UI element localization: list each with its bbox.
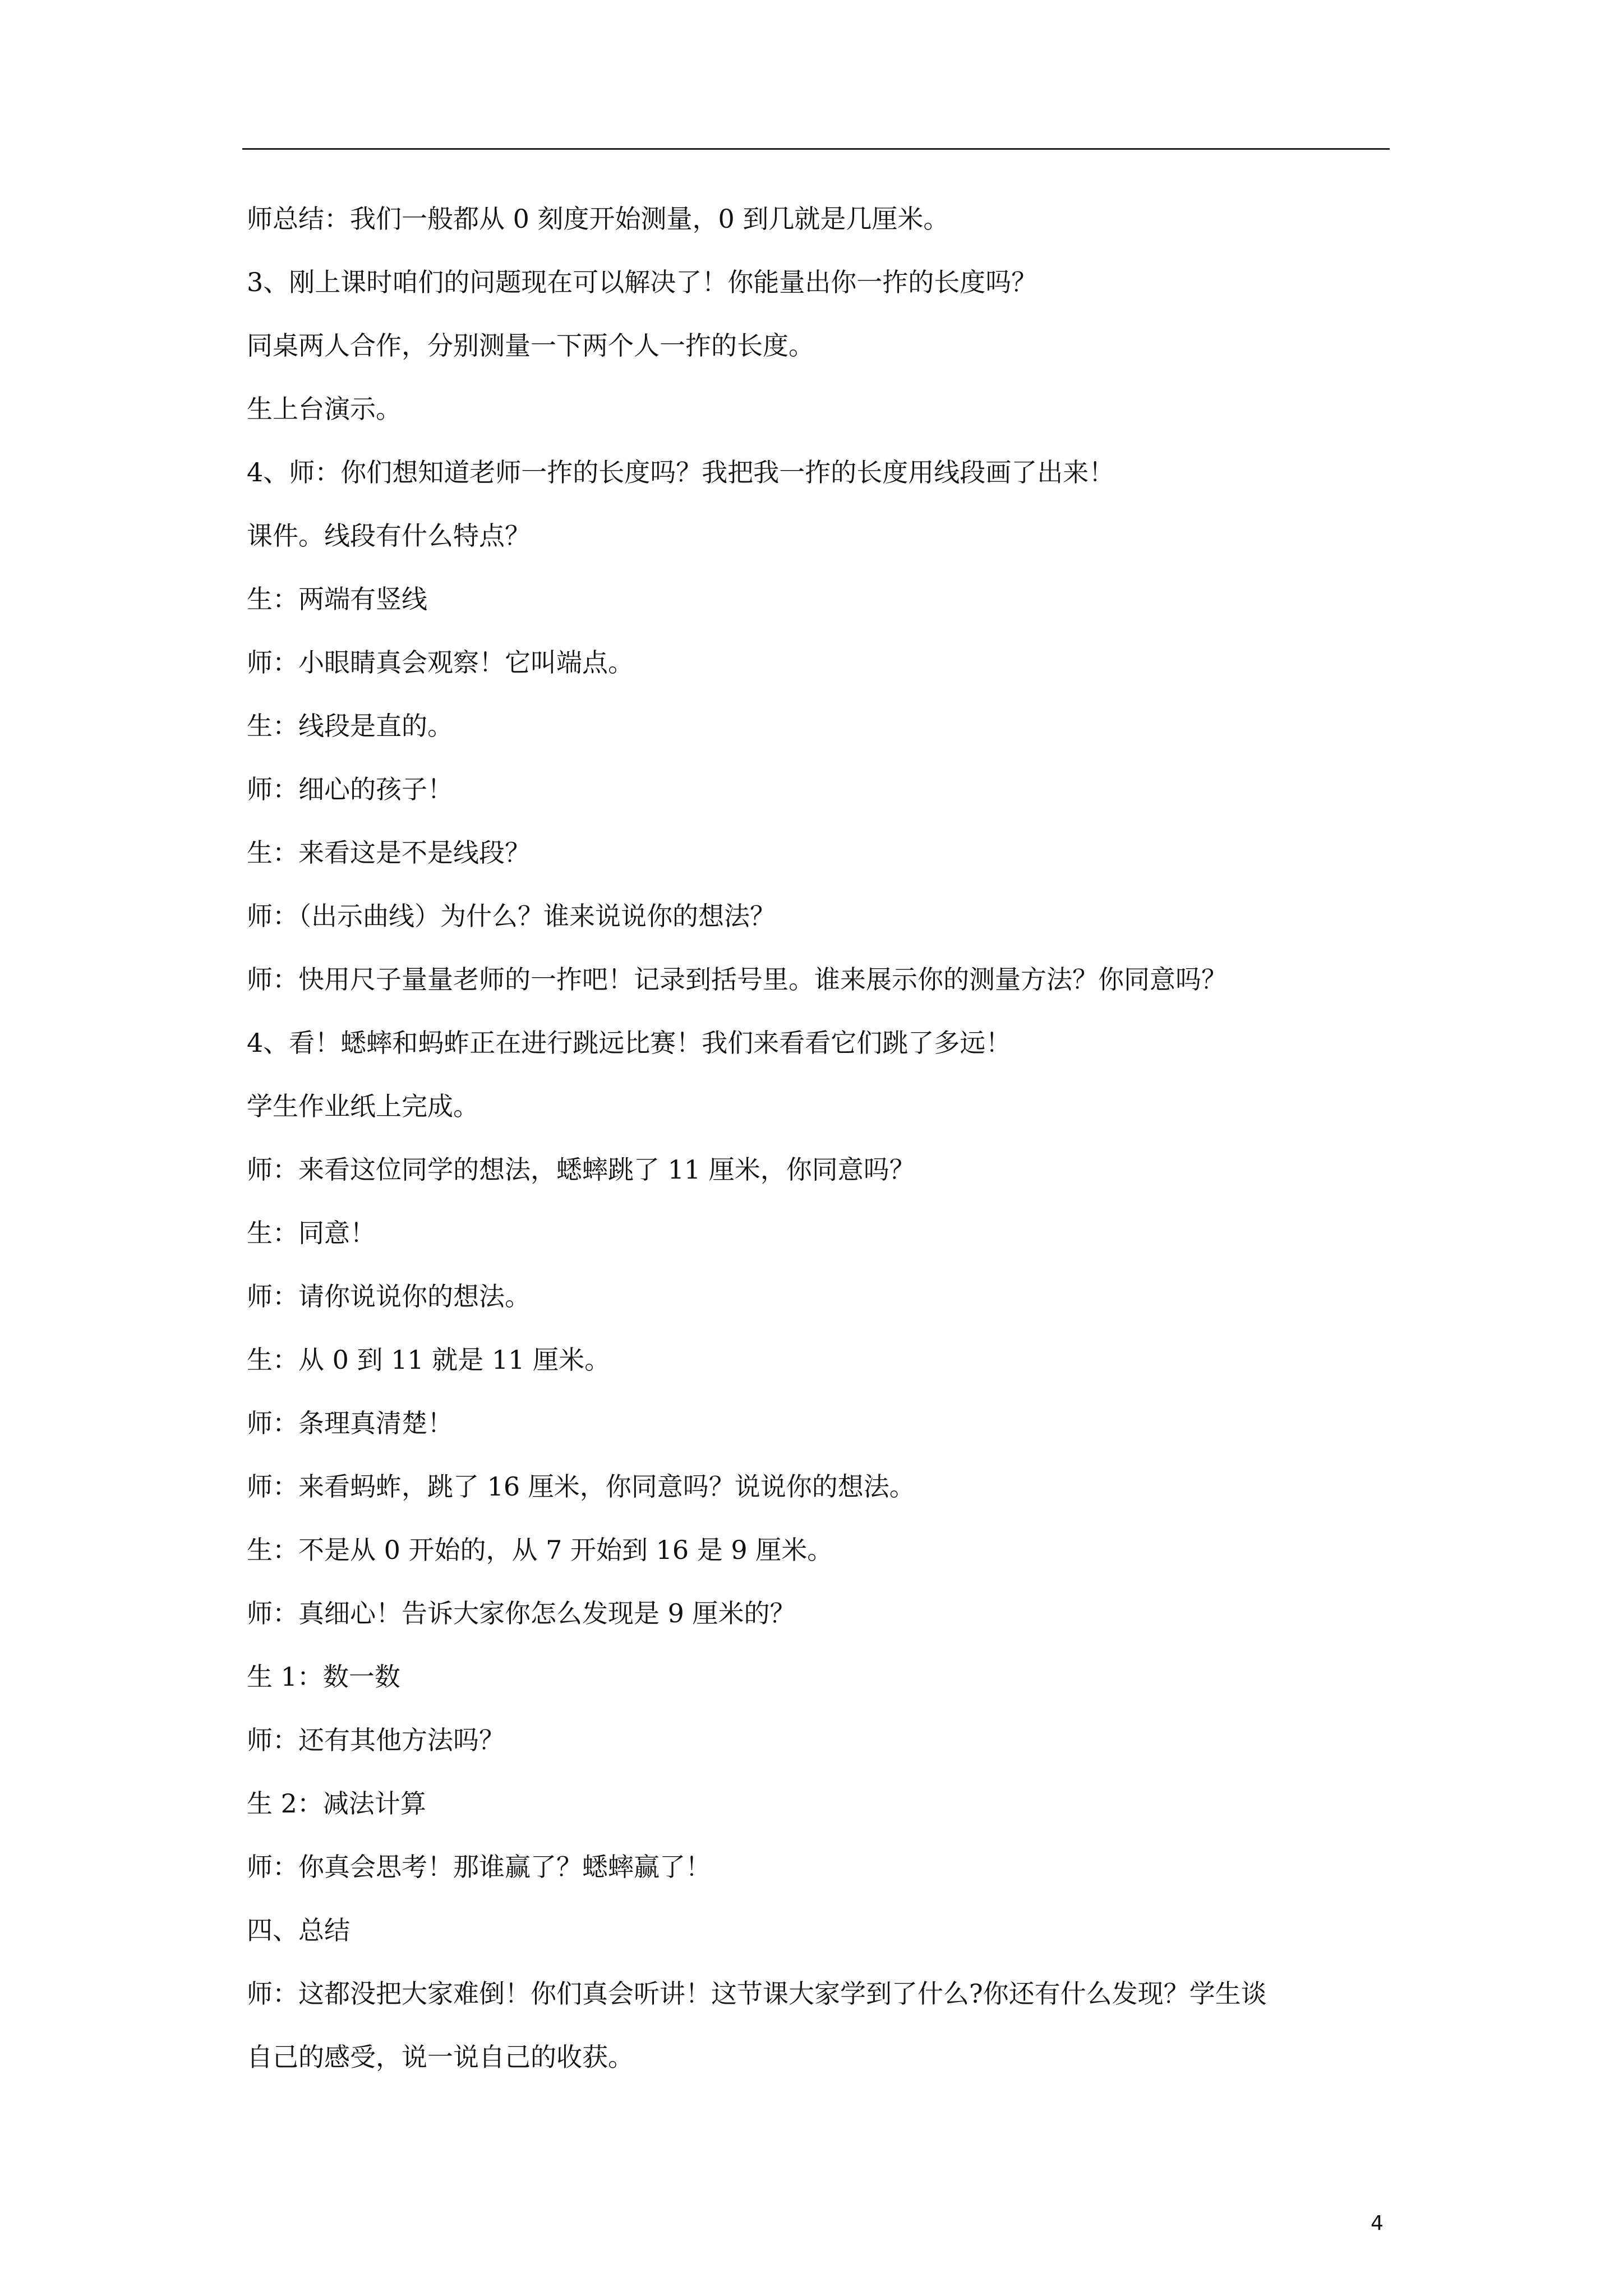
page-number: 4 <box>1371 2212 1384 2235</box>
paragraph: 师：还有其他方法吗？ <box>247 1725 505 1755</box>
paragraph: 生 1：数一数 <box>247 1662 400 1692</box>
final-paragraph-line: 师：这都没把大家难倒！你们真会听讲！这节课大家学到了什么?你还有什么发现？学生谈 <box>247 1978 1267 2009</box>
paragraph: 生 2：减法计算 <box>247 1788 426 1819</box>
paragraph: 师：来看蚂蚱，跳了 16 厘米，你同意吗？说说你的想法。 <box>247 1471 915 1502</box>
paragraph: 师：真细心！告诉大家你怎么发现是 9 厘米的？ <box>247 1598 796 1628</box>
paragraph: 师：你真会思考！那谁赢了？蟋蟀赢了！ <box>247 1852 711 1882</box>
document-body <box>247 205 1396 2106</box>
paragraph: 学生作业纸上完成。 <box>247 1091 479 1121</box>
paragraph: 生：来看这是不是线段？ <box>247 838 531 868</box>
paragraph: 师：条理真清楚！ <box>247 1408 453 1438</box>
paragraph: 生：从 0 到 11 就是 11 厘米。 <box>247 1345 611 1375</box>
paragraph: 生：两端有竖线 <box>247 584 427 614</box>
paragraph: 4、看！蟋蟀和蚂蚱正在进行跳远比赛！我们来看看它们跳了多远！ <box>247 1028 1012 1058</box>
paragraph: 师：（出示曲线）为什么？谁来说说你的想法？ <box>247 901 776 931</box>
paragraph: 4、师：你们想知道老师一拃的长度吗？我把我一拃的长度用线段画了出来！ <box>247 457 1115 487</box>
paragraph: 师：小眼睛真会观察！它叫端点。 <box>247 647 634 678</box>
paragraph: 师：来看这位同学的想法，蟋蟀跳了 11 厘米，你同意吗？ <box>247 1154 915 1185</box>
paragraph: 生：不是从 0 开始的，从 7 开始到 16 是 9 厘米。 <box>247 1535 833 1565</box>
paragraph: 3、刚上课时咱们的问题现在可以解决了！你能量出你一拃的长度吗？ <box>247 267 1038 297</box>
paragraph: 师：快用尺子量量老师的一拃吧！记录到括号里。谁来展示你的测量方法？你同意吗？ <box>247 964 1227 995</box>
paragraph: 师：细心的孩子！ <box>247 774 453 804</box>
paragraph: 生：同意！ <box>247 1218 376 1248</box>
paragraph: 生上台演示。 <box>247 394 402 424</box>
paragraph: 师：请你说说你的想法。 <box>247 1281 531 1312</box>
header-rule <box>242 148 1390 150</box>
paragraph: 课件。线段有什么特点？ <box>247 521 531 551</box>
paragraph: 生：线段是直的。 <box>247 711 453 741</box>
section-heading: 四、总结 <box>247 1915 350 1945</box>
final-paragraph-line: 自己的感受，说一说自己的收获。 <box>247 2042 634 2072</box>
final-paragraph <box>247 1980 1396 2071</box>
paragraph: 师总结：我们一般都从 0 刻度开始测量，0 到几就是几厘米。 <box>247 204 949 234</box>
paragraph: 同桌两人合作，分别测量一下两个人一拃的长度。 <box>247 330 814 361</box>
